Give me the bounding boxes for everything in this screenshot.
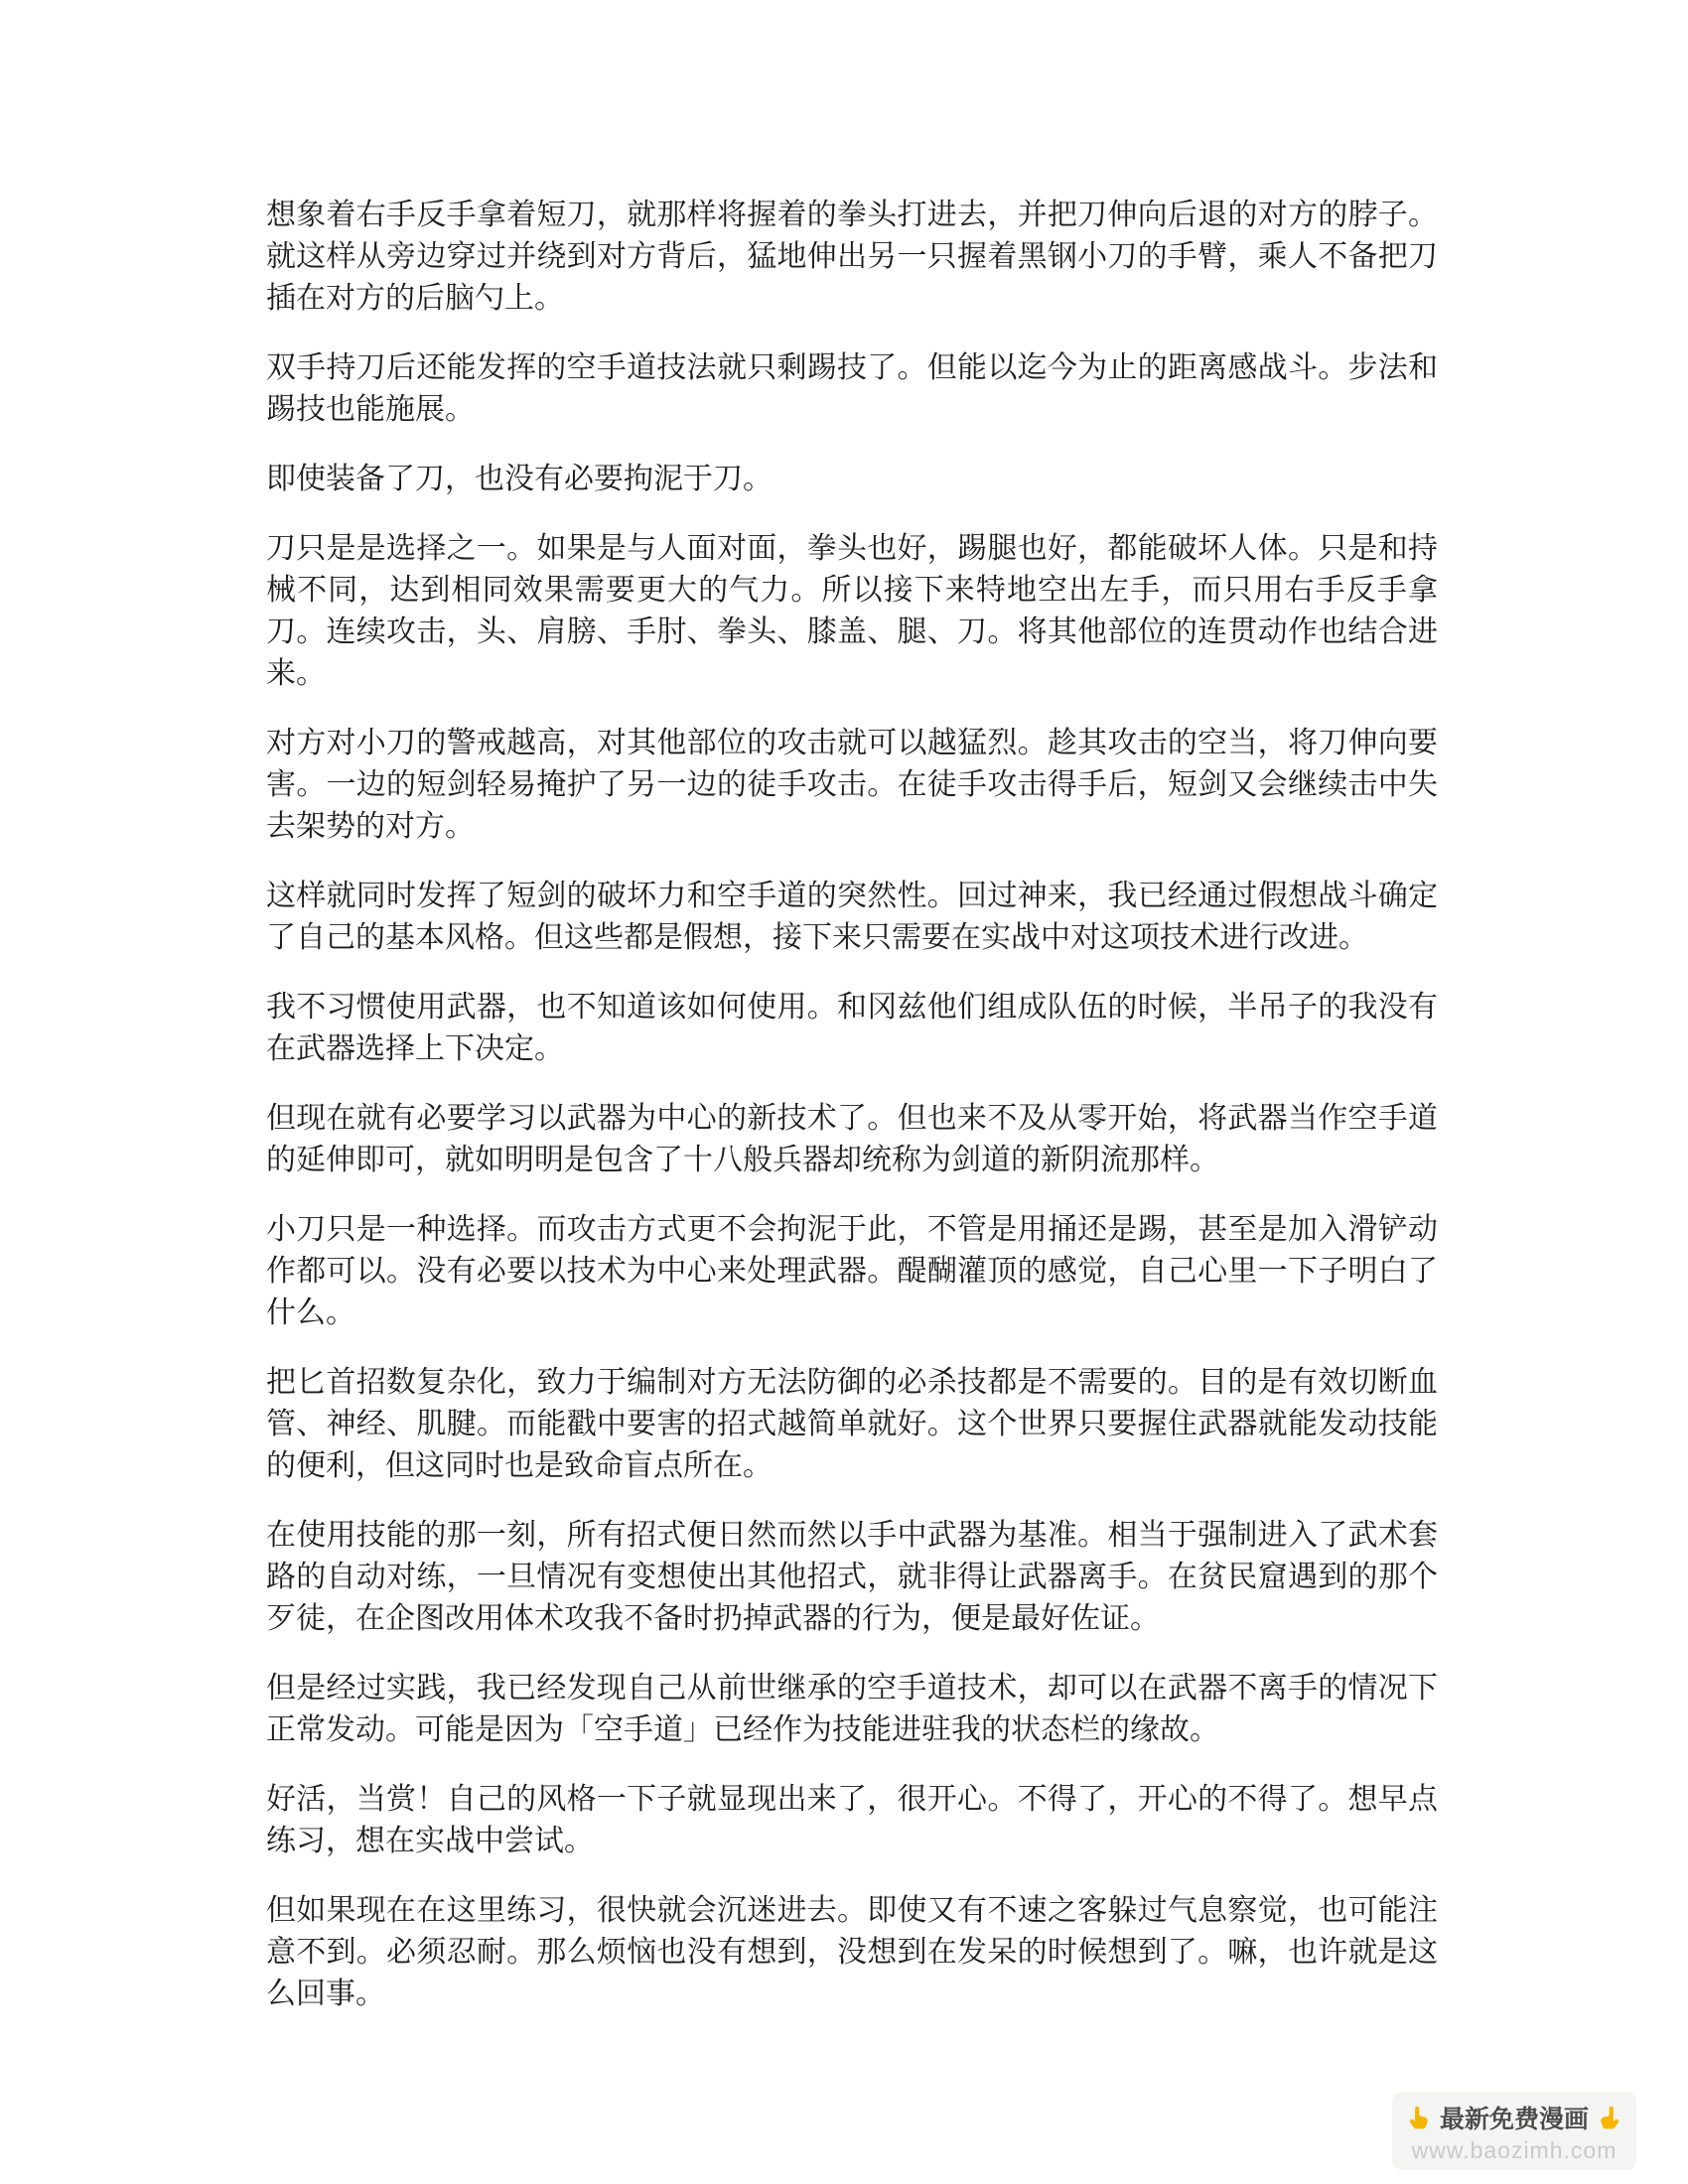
- paragraph: 即使装备了刀，也没有必要拘泥于刀。: [266, 463, 773, 495]
- paragraph: 在使用技能的那一刻，所有招式便日然而然以手中武器为基准。相当于强制进入了武术套路的自动对练，一旦情况有变想使出其他招式，就非得让武器离手。在贫民窟遇到的那个歹徒，在企图改用体术攻我不备时扔掉武器的行为，便是最好佐证。: [266, 1519, 1438, 1635]
- novel-text: [266, 195, 1438, 2043]
- site-watermark: [1392, 2092, 1636, 2170]
- paragraph: 刀只是是选择之一。如果是与人面对面，拳头也好，踢腿也好，都能破坏人体。只是和持械不同，达到相同效果需要更大的气力。所以接下来特地空出左手，而只用右手反手拿刀。连续攻击，头、肩膀、手肘、拳头、膝盖、腿、刀。将其他部位的连贯动作也结合进来。: [266, 532, 1438, 690]
- paragraph: 这样就同时发挥了短剑的破坏力和空手道的突然性。回过神来，我已经通过假想战斗确定了自己的基本风格。但这些都是假想，接下来只需要在实战中对这项技术进行改进。: [266, 880, 1438, 954]
- watermark-url: www.baozimh.com: [1411, 2137, 1618, 2163]
- paragraph: 但现在就有必要学习以武器为中心的新技术了。但也来不及从零开始，将武器当作空手道的延伸即可，就如明明是包含了十八般兵器却统称为剑道的新阴流那样。: [266, 1102, 1438, 1176]
- paragraph: 对方对小刀的警戒越高，对其他部位的攻击就可以越猛烈。趁其攻击的空当，将刀伸向要害。一边的短剑轻易掩护了另一边的徒手攻击。在徒手攻击得手后，短剑又会继续击中失去架势的对方。: [266, 727, 1438, 843]
- paragraph: 想象着右手反手拿着短刀，就那样将握着的拳头打进去，并把刀伸向后退的对方的脖子。就这样从旁边穿过并绕到对方背后，猛地伸出另一只握着黑钢小刀的手臂，乘人不备把刀插在对方的后脑勺上。: [266, 199, 1438, 315]
- paragraph: 小刀只是一种选择。而攻击方式更不会拘泥于此，不管是用捅还是踢，甚至是加入滑铲动作都可以。没有必要以技术为中心来处理武器。醍醐灌顶的感觉，自己心里一下子明白了什么。: [266, 1213, 1438, 1329]
- paragraph: 但是经过实践，我已经发现自己从前世继承的空手道技术，却可以在武器不离手的情况下正常发动。可能是因为「空手道」已经作为技能进驻我的状态栏的缘故。: [266, 1672, 1438, 1746]
- paragraph: 我不习惯使用武器，也不知道该如何使用。和冈兹他们组成队伍的时候，半吊子的我没有在武器选择上下决定。: [266, 991, 1438, 1065]
- pointing-hand-icon: [1406, 2105, 1433, 2131]
- paragraph: 但如果现在在这里练习，很快就会沉迷进去。即使又有不速之客躲过气息察觉，也可能注意不到。必须忍耐。那么烦恼也没有想到，没想到在发呆的时候想到了。嘛，也许就是这么回事。: [266, 1894, 1438, 2010]
- watermark-title: 最新免费漫画: [1439, 2106, 1589, 2133]
- watermark-title-row: [1406, 2100, 1622, 2135]
- paragraph: 好活，当赏！自己的风格一下子就显现出来了，很开心。不得了，开心的不得了。想早点练习，想在实战中尝试。: [266, 1783, 1438, 1857]
- paragraph: 把匕首招数复杂化，致力于编制对方无法防御的必杀技都是不需要的。目的是有效切断血管、神经、肌腱。而能戳中要害的招式越简单就好。这个世界只要握住武器就能发动技能的便利，但这同时也是致命盲点所在。: [266, 1366, 1438, 1482]
- paragraph: 双手持刀后还能发挥的空手道技法就只剩踢技了。但能以迄今为止的距离感战斗。步法和踢技也能施展。: [266, 351, 1438, 426]
- pointing-hand-icon: [1596, 2105, 1622, 2131]
